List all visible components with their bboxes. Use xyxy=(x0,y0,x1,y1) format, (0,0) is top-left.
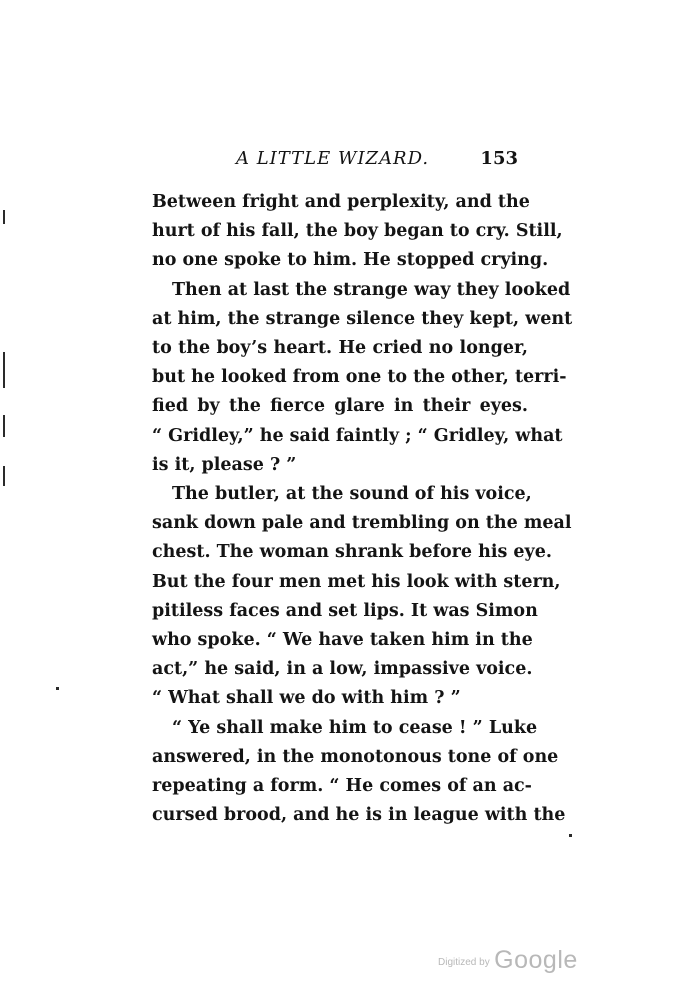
text-line: no one spoke to him. He stopped crying. xyxy=(152,250,549,271)
text-line: “ Ye shall make him to cease ! ” Luke xyxy=(172,717,538,738)
text-line: to the boy’s heart. He cried no longer, xyxy=(152,338,528,359)
digitized-by-watermark xyxy=(438,946,578,975)
page-number: 153 xyxy=(480,148,518,169)
digitized-by-text: Digitized by xyxy=(438,957,490,968)
text-line: act,” he said, in a low, impassive voice. xyxy=(152,659,533,680)
scan-mark xyxy=(3,466,5,486)
text-line: but he looked from one to the other, terri- xyxy=(152,367,567,388)
text-line: Then at last the strange way they looked xyxy=(172,279,571,300)
running-title: A LITTLE WIZARD. xyxy=(236,148,430,169)
page-header xyxy=(236,148,518,178)
text-line: is it, please ? ” xyxy=(152,454,297,475)
text-line: “ What shall we do with him ? ” xyxy=(152,688,461,709)
scan-mark xyxy=(3,352,5,388)
text-line: Between fright and perplexity, and the xyxy=(152,192,530,212)
text-line: at him, the strange silence they kept, went xyxy=(152,308,573,329)
scan-mark xyxy=(3,210,5,224)
text-line: answered, in the monotonous tone of one xyxy=(152,746,559,767)
scan-mark xyxy=(56,687,59,690)
google-logo: Google xyxy=(494,946,578,974)
text-line: repeating a form. “ He comes of an ac- xyxy=(152,776,532,797)
text-line: who spoke. “ We have taken him in the xyxy=(152,630,533,651)
text-line: pitiless faces and set lips. It was Simon xyxy=(152,600,538,621)
scan-mark xyxy=(3,415,5,437)
text-line: hurt of his fall, the boy began to cry. Still, xyxy=(152,221,563,242)
scan-mark xyxy=(569,834,572,837)
text-line: cursed brood, and he is in league with the xyxy=(152,805,566,826)
body-text xyxy=(152,188,573,830)
text-line: sank down pale and trembling on the meal xyxy=(152,513,572,534)
text-line: But the four men met his look with stern, xyxy=(152,571,561,592)
text-line: chest. The woman shrank before his eye. xyxy=(152,542,552,563)
text-line: The butler, at the sound of his voice, xyxy=(172,484,532,505)
text-line: “ Gridley,” he said faintly ; “ Gridley, what xyxy=(152,425,563,446)
text-line: fied by the fierce glare in their eyes. xyxy=(152,396,528,417)
